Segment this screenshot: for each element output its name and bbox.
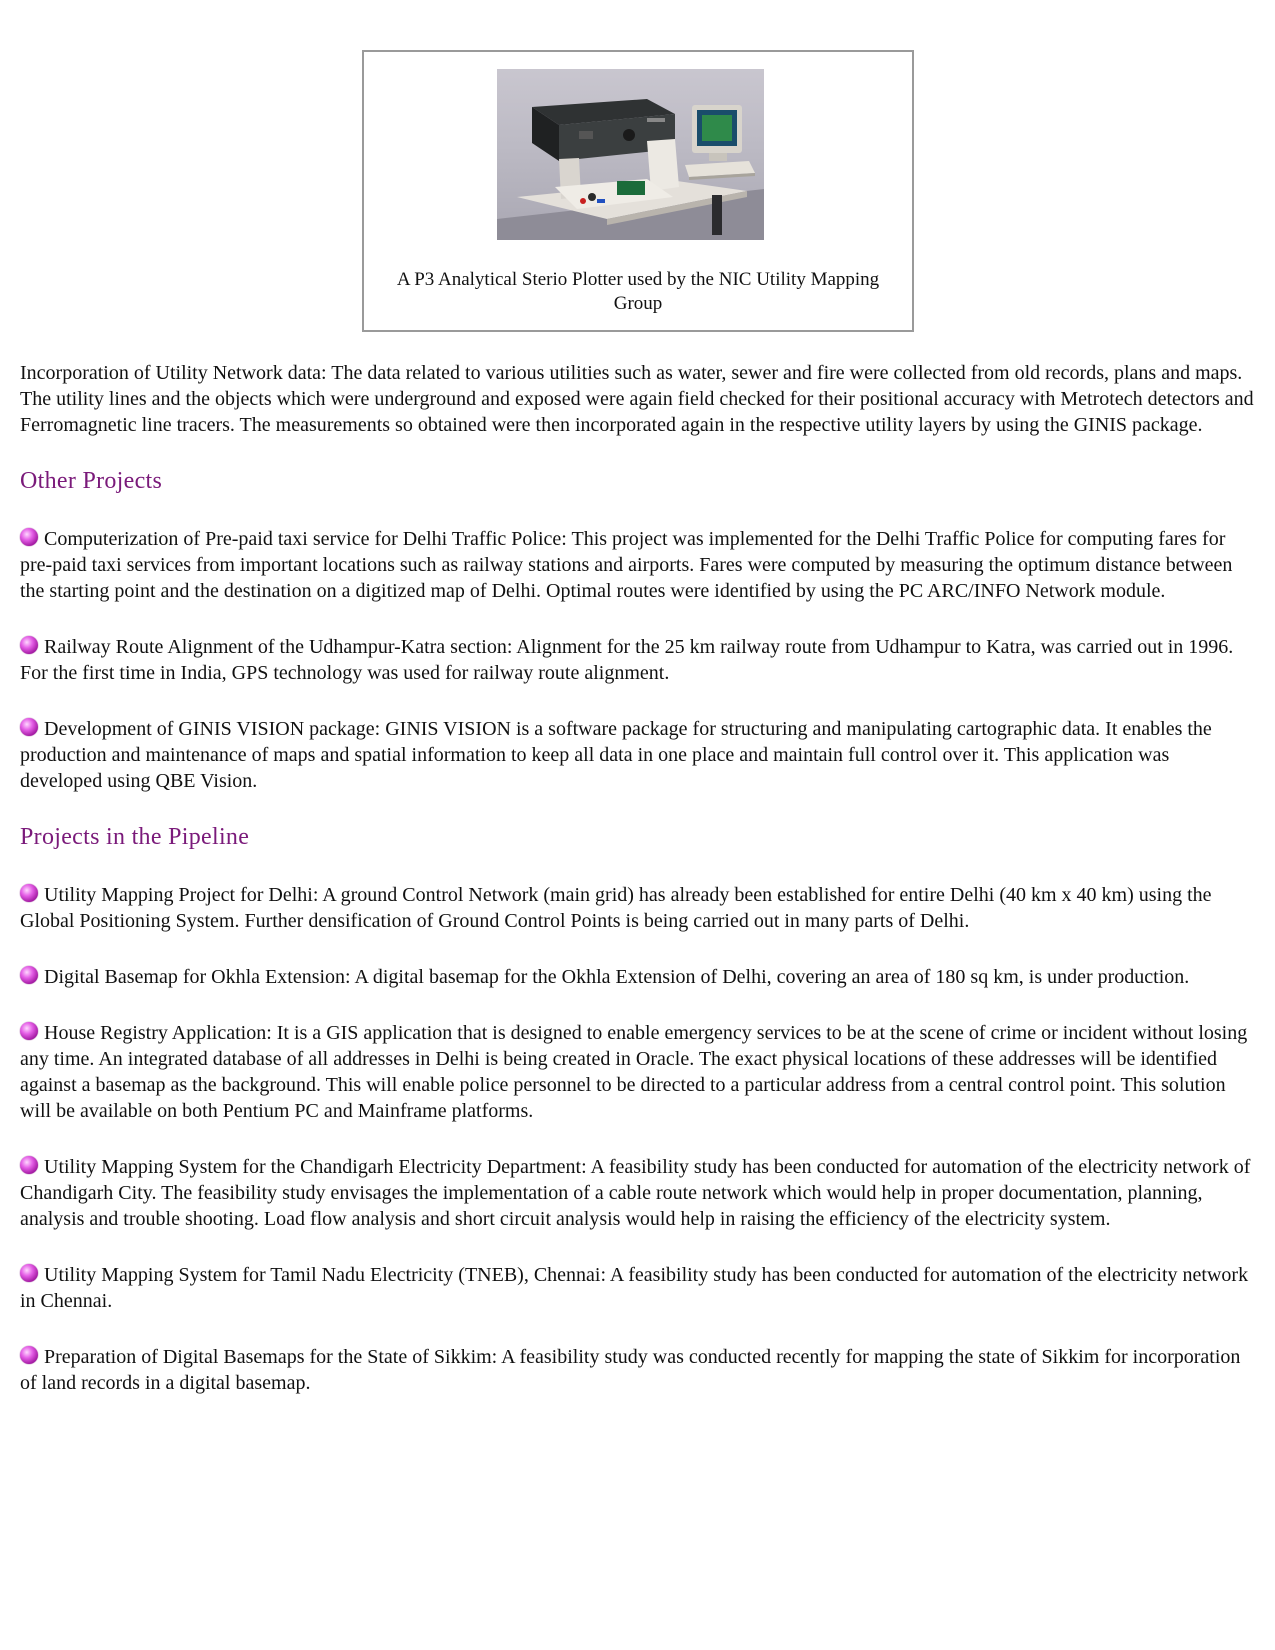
list-item-text: Railway Route Alignment of the Udhampur-Katra section: Alignment for the 25 km railway route from Udhampur to Katra, was carried out in 1996. For the first time in India, GPS technology was used for railway route alignment. bbox=[20, 636, 1234, 684]
bullet-icon bbox=[20, 1346, 38, 1364]
list-item-text: Development of GINIS VISION package: GINIS VISION is a software package for structuring and manipulating cartographic data. It enables the production and maintenance of maps and spatial information to keep all data in one place and maintain full control over it. This application was developed using QBE Vision. bbox=[20, 718, 1212, 792]
list-item-text: Utility Mapping System for the Chandigarh Electricity Department: A feasibility study has been conducted for automation of the electricity network of Chandigarh City. The feasibility study envisages the implementation of a cable route network which would help in proper documentation, planning, analysis and trouble shooting. Load flow analysis and short circuit analysis would help in raising the efficiency of the electricity system. bbox=[20, 1156, 1251, 1230]
figure-caption: A P3 Analytical Sterio Plotter used by the NIC Utility Mapping Group bbox=[396, 269, 880, 314]
list-item bbox=[20, 1344, 1255, 1396]
bullet-icon bbox=[20, 1022, 38, 1040]
list-item bbox=[20, 526, 1255, 604]
bullet-icon bbox=[20, 1156, 38, 1174]
document-body bbox=[20, 360, 1255, 1396]
plotter-illustration bbox=[497, 69, 764, 240]
list-item bbox=[20, 1262, 1255, 1314]
bullet-icon bbox=[20, 966, 38, 984]
bullet-icon bbox=[20, 884, 38, 902]
list-item-text: Utility Mapping Project for Delhi: A ground Control Network (main grid) has already been established for entire Delhi (40 km x 40 km) using the Global Positioning System. Further densification of Ground Control Points is being carried out in many parts of Delhi. bbox=[20, 884, 1212, 932]
bullet-icon bbox=[20, 636, 38, 654]
section-heading-projects-in-pipeline: Projects in the Pipeline bbox=[20, 824, 250, 850]
analytical-stereo-plotter-photo bbox=[497, 69, 764, 240]
intro-paragraph: Incorporation of Utility Network data: The data related to various utilities such as water, sewer and fire were collected from old records, plans and maps. The utility lines and the objects which were underground and exposed were again field checked for their positional accuracy with Metrotech detectors and Ferromagnetic line tracers. The measurements so obtained were then incorporated again in the respective utility layers by using the GINIS package. bbox=[20, 362, 1254, 436]
list-item-text: Utility Mapping System for Tamil Nadu Electricity (TNEB), Chennai: A feasibility study has been conducted for automation of the electricity network in Chennai. bbox=[20, 1264, 1249, 1312]
figure-box bbox=[362, 50, 914, 332]
bullet-icon bbox=[20, 718, 38, 736]
list-item bbox=[20, 1154, 1255, 1232]
bullet-icon bbox=[20, 1264, 38, 1282]
section-heading-other-projects: Other Projects bbox=[20, 468, 163, 494]
list-item bbox=[20, 1020, 1255, 1124]
bullet-icon bbox=[20, 528, 38, 546]
list-item bbox=[20, 716, 1255, 794]
list-item bbox=[20, 634, 1255, 686]
list-item bbox=[20, 964, 1255, 990]
list-item-text: Digital Basemap for Okhla Extension: A digital basemap for the Okhla Extension of Delhi, covering an area of 180 sq km, is under production. bbox=[44, 966, 1190, 988]
list-item bbox=[20, 882, 1255, 934]
list-item-text: Computerization of Pre-paid taxi service for Delhi Traffic Police: This project was implemented for the Delhi Traffic Police for computing fares for pre-paid taxi services from important locations such as railway stations and airports. Fares were computed by measuring the optimum distance between the starting point and the destination on a digitized map of Delhi. Optimal routes were identified by using the PC ARC/INFO Network module. bbox=[20, 528, 1233, 602]
list-item-text: House Registry Application: It is a GIS application that is designed to enable emergency services to be at the scene of crime or incident without losing any time. An integrated database of all addresses in Delhi is being created in Oracle. The exact physical locations of these addresses will be identified against a basemap as the background. This will enable police personnel to be directed to a particular address from a central control point. This solution will be available on both Pentium PC and Mainframe platforms. bbox=[20, 1022, 1248, 1122]
list-item-text: Preparation of Digital Basemaps for the State of Sikkim: A feasibility study was conducted recently for mapping the state of Sikkim for incorporation of land records in a digital basemap. bbox=[20, 1346, 1241, 1394]
